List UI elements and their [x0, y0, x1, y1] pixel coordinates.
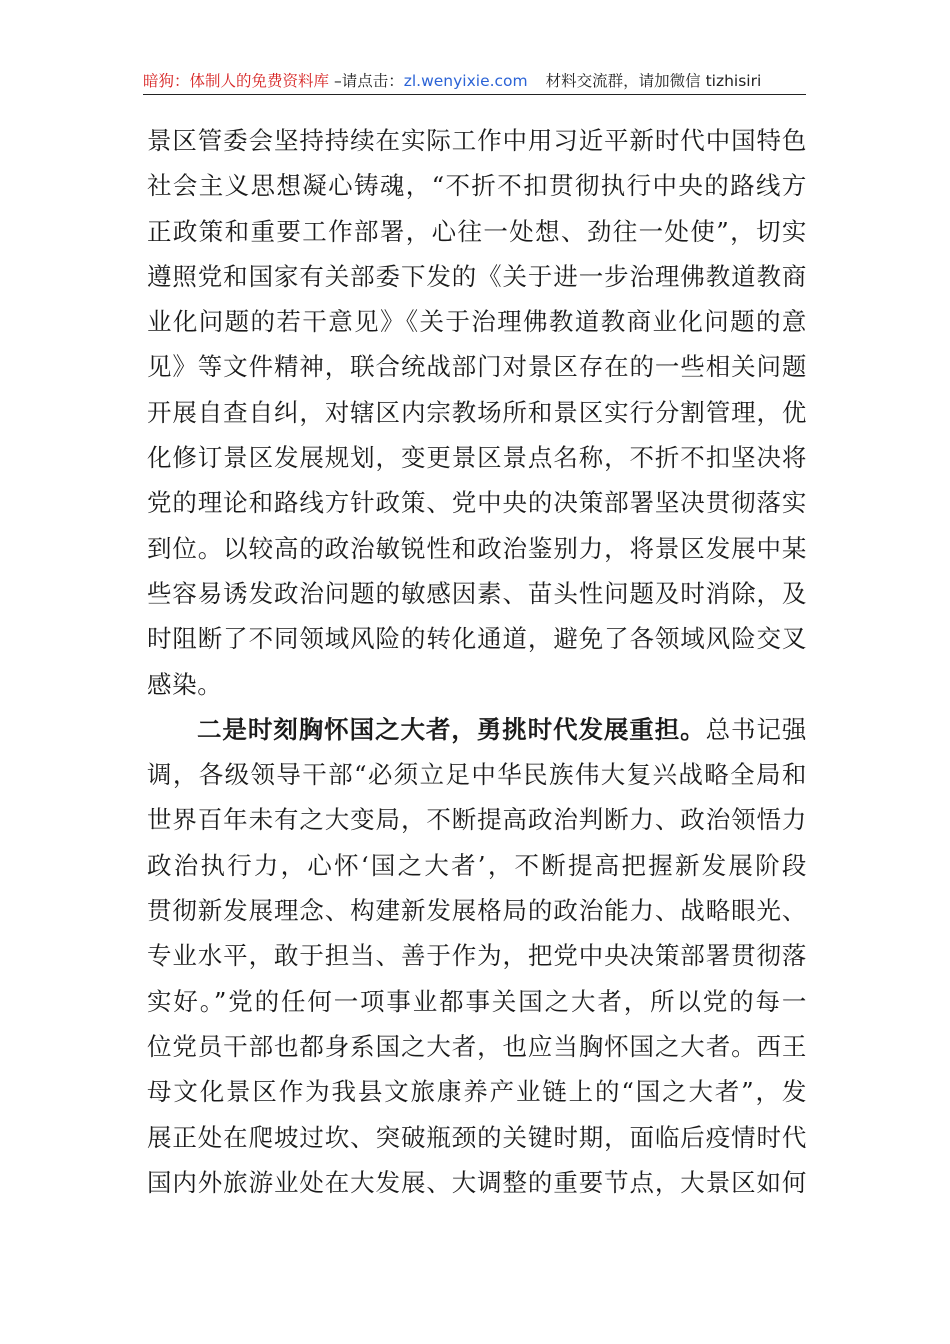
header-contact: 材料交流群，请加微信 tizhisiri	[545, 72, 762, 90]
text-line: 专业水平，敢于担当、善于作为，把党中央决策部署贯彻落	[147, 941, 807, 971]
text-line: 见》等文件精神，联合统战部门对景区存在的一些相关问题	[147, 352, 807, 382]
text-line: 业化问题的若干意见》《关于治理佛教道教商业化问题的意	[147, 307, 807, 337]
text-line: 国内外旅游业处在大发展、大调整的重要节点，大景区如何	[147, 1167, 807, 1197]
text-fragment: 总书记强	[705, 714, 807, 744]
page-header	[143, 70, 806, 95]
text-line: 位党员干部也都身系国之大者，也应当胸怀国之大者。西王	[147, 1031, 807, 1061]
text-line: 景区管委会坚持持续在实际工作中用习近平新时代中国特色	[147, 126, 807, 155]
text-line: 调，各级领导干部“必须立足中华民族伟大复兴战略全局和	[147, 760, 807, 790]
text-line: 遵照党和国家有关部委下发的《关于进一步治理佛教道教商	[147, 261, 807, 291]
text-line: 政治执行力，心怀‘国之大者’，不断提高把握新发展阶段	[147, 850, 807, 880]
header-separator: –请点击：	[329, 72, 404, 90]
text-line: 到位。以较高的政治敏锐性和政治鉴别力，将景区发展中某	[147, 533, 807, 563]
paragraph-1	[147, 118, 807, 707]
text-line: 社会主义思想凝心铸魂，“不折不扣贯彻执行中央的路线方	[147, 171, 807, 201]
header-link[interactable]: zl.wenyixie.com	[403, 72, 528, 90]
text-line: 化修订景区发展规划，变更景区景点名称，不折不扣坚决将	[147, 443, 807, 473]
text-line: 母文化景区作为我县文旅康养产业链上的“国之大者”，发	[147, 1077, 807, 1107]
document-body	[147, 118, 807, 1205]
text-line: 贯彻新发展理念、构建新发展格局的政治能力、战略眼光、	[147, 896, 807, 926]
paragraph-heading-line	[147, 707, 807, 752]
text-line: 开展自查自纠，对辖区内宗教场所和景区实行分割管理，优	[147, 397, 807, 427]
text-line: 世界百年未有之大变局，不断提高政治判断力、政治领悟力	[147, 805, 807, 835]
header-brand: 暗狗：体制人的免费资料库	[143, 72, 330, 90]
text-line: 展正处在爬坡过坎、突破瓶颈的关键时期，面临后疫情时代	[147, 1122, 807, 1152]
text-line: 些容易诱发政治问题的敏感因素、苗头性问题及时消除，及	[147, 578, 807, 608]
text-line: 党的理论和路线方针政策、党中央的决策部署坚决贯彻落实	[147, 488, 807, 518]
paragraph-2	[147, 707, 807, 1205]
paragraph-heading: 二是时刻胸怀国之大者，勇挑时代发展重担。	[197, 714, 706, 744]
text-line: 实好。”党的任何一项事业都事关国之大者，所以党的每一	[147, 986, 807, 1016]
text-line: 时阻断了不同领域风险的转化通道，避免了各领域风险交叉	[147, 624, 807, 654]
text-line: 正政策和重要工作部署，心往一处想、劲往一处使”，切实	[147, 216, 807, 246]
text-line: 感染。	[147, 669, 223, 699]
